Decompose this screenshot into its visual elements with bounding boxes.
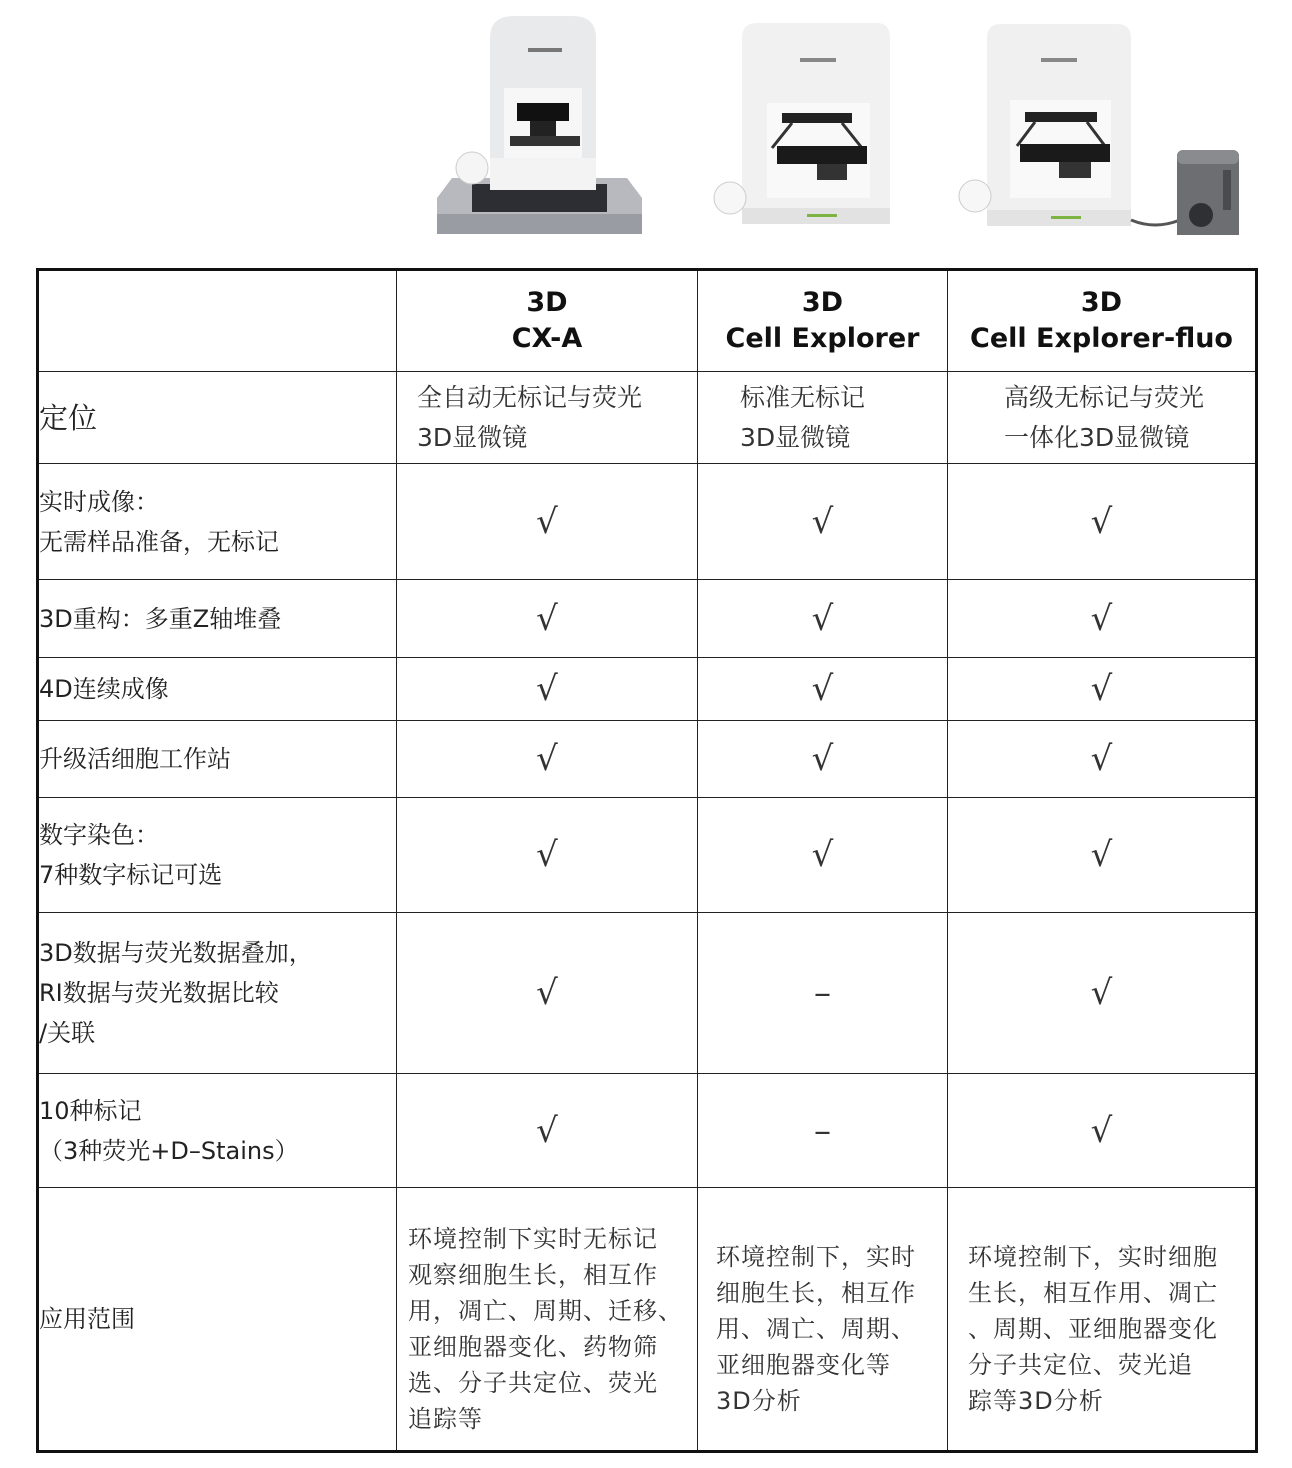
table-row: [38, 721, 1257, 798]
product-image-cell-explorer-fluo: [955, 20, 1245, 235]
feature-mark: √: [698, 580, 948, 658]
cell-line: 一体化3D显微镜: [1004, 422, 1190, 452]
cell-line: 全自动无标记与荧光: [417, 382, 643, 412]
feature-mark: √: [948, 798, 1257, 913]
cell-line: 踪等3D分析: [968, 1387, 1104, 1415]
row-label: [38, 658, 397, 721]
feature-mark: √: [698, 464, 948, 580]
label-line: 4D连续成像: [39, 675, 169, 703]
label-line: 7种数字标记可选: [39, 861, 223, 889]
applications-cell-cell-explorer: [698, 1188, 948, 1452]
row-label: [38, 1074, 397, 1188]
cell-line: 观察细胞生长，相互作: [408, 1261, 658, 1289]
feature-mark: √: [397, 580, 698, 658]
label-line: （3种荧光+D–Stains）: [39, 1136, 299, 1165]
position-cell-cell-explorer-fluo: [948, 372, 1257, 464]
product-image-cell-explorer: [712, 18, 902, 233]
cell-line: 环境控制下，实时: [716, 1243, 916, 1271]
label-line: 3D数据与荧光数据叠加，: [39, 939, 313, 967]
row-label-position: 定位: [38, 372, 397, 464]
cell-line: 环境控制下实时无标记: [408, 1225, 658, 1253]
feature-mark: √: [948, 721, 1257, 798]
feature-mark: √: [948, 464, 1257, 580]
table-row: [38, 798, 1257, 913]
applications-cell-cx-a: [397, 1188, 698, 1452]
feature-mark: √: [397, 798, 698, 913]
column-header-line1: 3D: [801, 287, 844, 318]
cell-line: 标准无标记: [740, 382, 866, 412]
row-label: [38, 721, 397, 798]
feature-mark: √: [698, 721, 948, 798]
row-label: [38, 580, 397, 658]
cell-line: 环境控制下，实时细胞: [968, 1243, 1218, 1271]
feature-mark: √: [397, 464, 698, 580]
label-line: 数字染色：: [39, 821, 159, 849]
column-header-cell-explorer: [698, 270, 948, 372]
cell-line: 、周期、亚细胞器变化: [968, 1315, 1218, 1343]
row-label: [38, 464, 397, 580]
cell-line: 用、凋亡、周期、: [716, 1315, 916, 1343]
position-cell-cx-a: [397, 372, 698, 464]
header-row: [38, 270, 1257, 372]
table-row: [38, 580, 1257, 658]
cell-line: 用，凋亡、周期、迁移、: [408, 1297, 683, 1325]
label-line: 3D重构：多重Z轴堆叠: [39, 604, 282, 633]
table-row-position: [38, 372, 1257, 464]
label-line: 无需样品准备，无标记: [39, 527, 279, 556]
table-row: [38, 464, 1257, 580]
feature-mark: √: [698, 798, 948, 913]
cell-line: 分子共定位、荧光追: [968, 1351, 1193, 1379]
feature-mark: √: [397, 1074, 698, 1188]
column-header-line1: 3D: [1080, 287, 1123, 318]
cell-line: 选、分子共定位、荧光: [408, 1369, 658, 1397]
position-cell-cell-explorer: [698, 372, 948, 464]
column-header-cell-explorer-fluo: [948, 270, 1257, 372]
row-label-applications: 应用范围: [38, 1188, 397, 1452]
header-empty-cell: [38, 270, 397, 372]
cell-line: 生长，相互作用、凋亡: [968, 1279, 1218, 1307]
cell-line: 亚细胞器变化等: [716, 1351, 891, 1379]
feature-mark: √: [397, 658, 698, 721]
row-label: [38, 798, 397, 913]
feature-mark: √: [948, 1074, 1257, 1188]
feature-mark: √: [698, 658, 948, 721]
cell-line: 3D显微镜: [417, 422, 528, 452]
cell-line: 追踪等: [408, 1405, 483, 1433]
feature-mark: √: [948, 580, 1257, 658]
label-line: /关联: [39, 1019, 96, 1047]
feature-mark: √: [948, 913, 1257, 1074]
cell-line: 细胞生长，相互作: [716, 1279, 916, 1307]
label-line: RI数据与荧光数据比较: [39, 979, 279, 1007]
feature-mark: –: [698, 1074, 948, 1188]
cell-line: 3D显微镜: [740, 422, 851, 452]
cell-line: 3D分析: [716, 1387, 802, 1415]
feature-mark: √: [397, 721, 698, 798]
column-header-line1: 3D: [526, 287, 568, 318]
label-line: 实时成像：: [39, 487, 159, 516]
label-line: 升级活细胞工作站: [39, 745, 231, 773]
table-row-applications: [38, 1188, 1257, 1452]
table-row: [38, 1074, 1257, 1188]
column-header-cx-a: [397, 270, 698, 372]
column-header-line2: Cell Explorer-fluo: [970, 323, 1233, 354]
column-header-line2: CX-A: [511, 323, 583, 354]
cell-line: 亚细胞器变化、药物筛: [408, 1333, 658, 1361]
feature-mark: √: [948, 658, 1257, 721]
column-header-line2: Cell Explorer: [725, 323, 920, 354]
cell-line: 高级无标记与荧光: [1004, 382, 1205, 412]
feature-mark: √: [397, 913, 698, 1074]
table-row: [38, 658, 1257, 721]
label-line: 10种标记: [39, 1096, 142, 1125]
table-row: [38, 913, 1257, 1074]
comparison-table: [36, 268, 1258, 1453]
row-label: [38, 913, 397, 1074]
applications-cell-cell-explorer-fluo: [948, 1188, 1257, 1452]
feature-mark: –: [698, 913, 948, 1074]
product-image-cx-a: [432, 8, 647, 240]
